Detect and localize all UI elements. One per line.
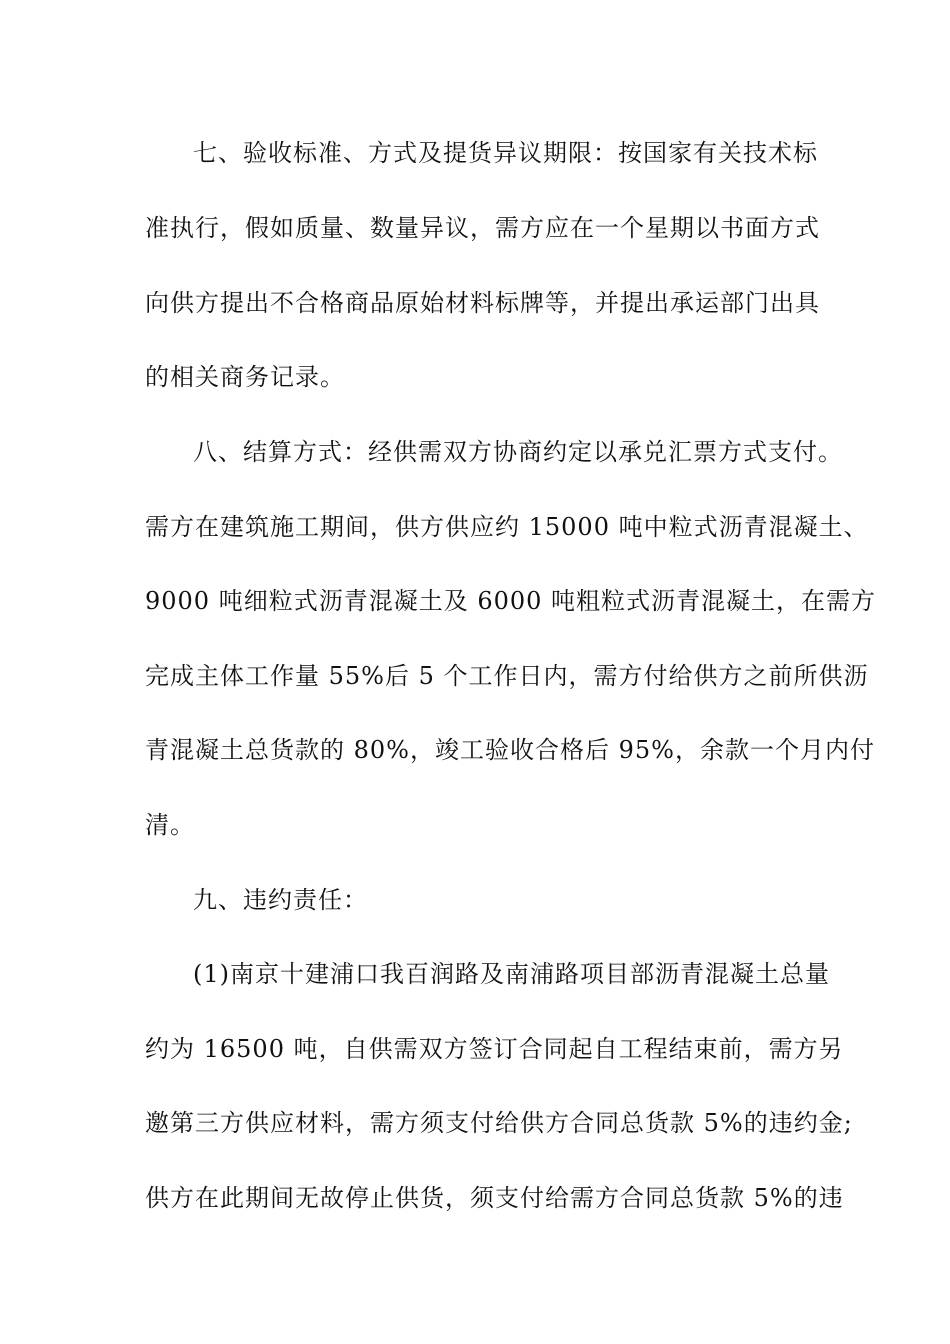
text-line-10: 清。 [145, 811, 195, 839]
text-line-8: 完成主体工作量 55%后 5 个工作日内，需方付给供方之前所供沥 [145, 662, 869, 690]
text-line-7: 9000 吨细粒式沥青混凝土及 6000 吨粗粒式沥青混凝土，在需方 [145, 587, 877, 615]
text-line-13: 约为 16500 吨，自供需双方签订合同起自工程结束前，需方另 [145, 1035, 844, 1063]
text-line-2: 准执行，假如质量、数量异议，需方应在一个星期以书面方式 [145, 214, 820, 242]
text-line-6: 需方在建筑施工期间，供方供应约 15000 吨中粒式沥青混凝土、 [145, 513, 869, 541]
text-line-12: (1)南京十建浦口我百润路及南浦路项目部沥青混凝土总量 [193, 960, 830, 988]
text-line-1: 七、验收标准、方式及提货异议期限：按国家有关技术标 [193, 139, 818, 167]
text-line-15: 供方在此期间无故停止供货，须支付给需方合同总货款 5%的违 [145, 1184, 844, 1212]
text-line-4: 的相关商务记录。 [145, 363, 345, 391]
text-line-5: 八、结算方式：经供需双方协商约定以承兑汇票方式支付。 [193, 438, 843, 466]
text-line-14: 邀第三方供应材料，需方须支付给供方合同总货款 5%的违约金; [145, 1109, 853, 1137]
text-line-11: 九、违约责任： [193, 886, 368, 914]
text-line-3: 向供方提出不合格商品原始材料标牌等，并提出承运部门出具 [145, 289, 820, 317]
text-line-9: 青混凝土总货款的 80%，竣工验收合格后 95%，余款一个月内付 [145, 736, 875, 764]
